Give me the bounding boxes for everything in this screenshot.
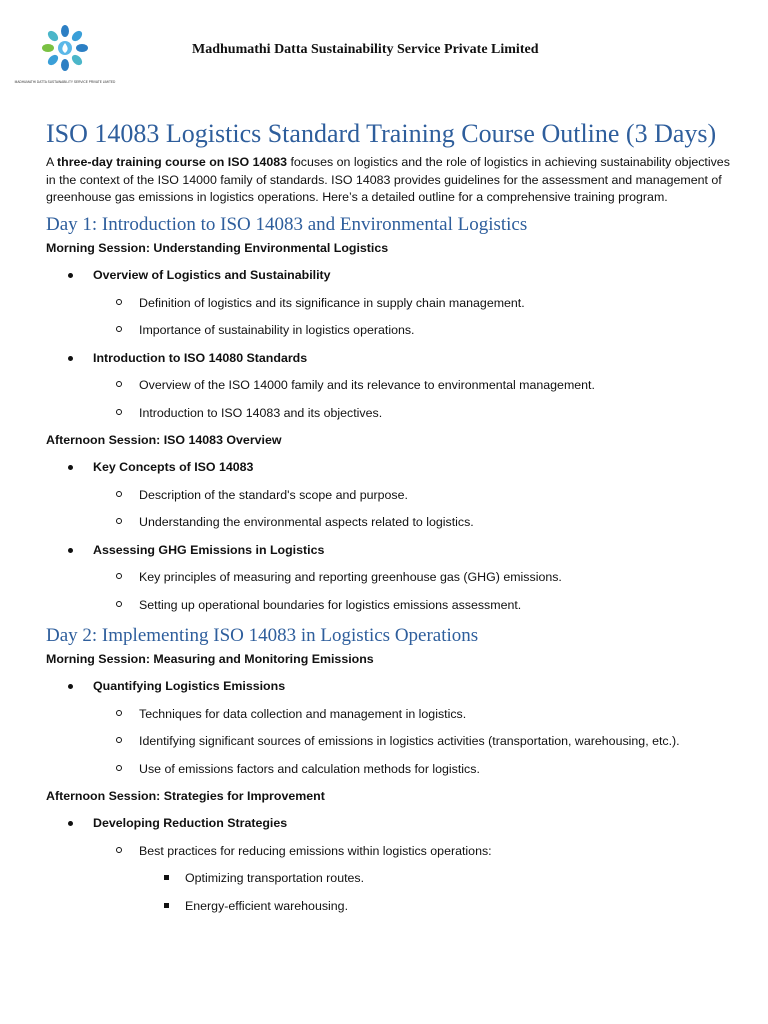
topic-item	[46, 677, 736, 778]
list-item	[46, 596, 736, 614]
list-item	[46, 842, 736, 915]
circle-bullet-icon	[116, 518, 122, 524]
bullet-icon	[68, 273, 73, 278]
circle-bullet-icon	[116, 765, 122, 771]
day1-morning-label: Morning Session: Understanding Environmental Logistics	[46, 240, 389, 255]
company-name: Madhumathi Datta Sustainability Service Private Limited	[192, 42, 539, 57]
topic-title: Overview of Logistics and Sustainability	[93, 268, 331, 282]
topic-title: Assessing GHG Emissions in Logistics	[93, 542, 325, 557]
bullet-icon	[68, 821, 73, 826]
day2-morning-label: Morning Session: Measuring and Monitoring Emissions	[46, 651, 374, 666]
circle-bullet-icon	[116, 409, 122, 415]
circle-bullet-icon	[116, 299, 122, 305]
circle-bullet-icon	[116, 573, 122, 579]
topic-item	[46, 458, 736, 531]
day1-morning-list	[46, 266, 736, 422]
list-item-text: Identifying significant sources of emissions in logistics activities (transportation, warehousing, etc.).	[139, 734, 680, 748]
list-item	[46, 568, 736, 586]
list-item-text: Techniques for data collection and management in logistics.	[139, 706, 467, 721]
circle-bullet-icon	[116, 710, 122, 716]
list-item-text: Description of the standard's scope and purpose.	[139, 487, 408, 502]
list-item-text: Importance of sustainability in logistics operations.	[139, 323, 415, 337]
page-header	[0, 0, 768, 96]
list-item	[46, 376, 736, 394]
bullet-icon	[68, 684, 73, 689]
list-item-text: Introduction to ISO 14083 and its objectives.	[139, 405, 383, 420]
intro-text-1: A	[46, 155, 58, 169]
list-item	[46, 486, 736, 504]
company-logo	[8, 24, 122, 86]
list-item-text: Understanding the environmental aspects related to logistics.	[139, 515, 474, 529]
topic-item	[46, 349, 736, 422]
circle-bullet-icon	[116, 491, 122, 497]
list-item-text: Definition of logistics and its significance in supply chain management.	[139, 295, 525, 310]
page-title: ISO 14083 Logistics Standard Training Course Outline (3 Days)	[46, 119, 717, 148]
list-item-text: Key principles of measuring and reporting greenhouse gas (GHG) emissions.	[139, 570, 562, 584]
list-item-text: Overview of the ISO 14000 family and its relevance to environmental management.	[139, 378, 595, 392]
day1-heading: Day 1: Introduction to ISO 14083 and Environmental Logistics	[46, 213, 528, 235]
topic-item	[46, 541, 736, 614]
list-item	[46, 321, 736, 339]
topic-item	[46, 266, 736, 339]
sub-list-item-text: Optimizing transportation routes.	[185, 871, 365, 885]
topic-title: Quantifying Logistics Emissions	[93, 679, 286, 693]
intro-paragraph	[46, 154, 736, 207]
topic-title: Key Concepts of ISO 14083	[93, 460, 254, 474]
square-bullet-icon	[164, 903, 169, 908]
day2-morning-list	[46, 677, 736, 778]
intro-bold: three-day training course on ISO 14083	[57, 155, 288, 169]
day2-afternoon-list	[46, 814, 736, 915]
sub-list-item	[46, 897, 736, 915]
list-item	[46, 513, 736, 531]
list-item	[46, 294, 736, 312]
circle-bullet-icon	[116, 381, 122, 387]
sub-list-item-text: Energy-efficient warehousing.	[185, 898, 349, 913]
circle-bullet-icon	[116, 601, 122, 607]
list-item	[46, 732, 736, 750]
day2-heading: Day 2: Implementing ISO 14083 in Logistics Operations	[46, 624, 479, 646]
topic-title: Developing Reduction Strategies	[93, 816, 288, 830]
intro-text-2: focuses on logistics and the role of logistics in achieving sustainability objectives in the context of the ISO 14000 family of standards. ISO 14083 provides guidelines for the assessment and management of greenhouse gas emissions in logistics operations. Here’s a detailed outline for a comprehensive training program.	[46, 155, 730, 204]
list-item	[46, 705, 736, 723]
day1-afternoon-label: Afternoon Session: ISO 14083 Overview	[46, 432, 282, 447]
topic-item	[46, 814, 736, 915]
day2-afternoon-label: Afternoon Session: Strategies for Improvement	[46, 788, 325, 803]
bullet-icon	[68, 548, 73, 553]
list-item-text: Setting up operational boundaries for logistics emissions assessment.	[139, 597, 522, 612]
circle-bullet-icon	[116, 326, 122, 332]
topic-title: Introduction to ISO 14080 Standards	[93, 350, 308, 365]
square-bullet-icon	[164, 875, 169, 880]
sub-list-item	[46, 869, 736, 887]
circle-bullet-icon	[116, 737, 122, 743]
list-item-text: Use of emissions factors and calculation methods for logistics.	[139, 761, 480, 776]
document-body	[46, 118, 736, 915]
list-item	[46, 760, 736, 778]
circle-bullet-icon	[116, 847, 122, 853]
bullet-icon	[68, 356, 73, 361]
bullet-icon	[68, 465, 73, 470]
logo-text: MADHUMATHI DATTA SUSTAINABILITY SERVICE PRIVATE LIMITED	[14, 80, 116, 84]
list-item	[46, 404, 736, 422]
day1-afternoon-list	[46, 458, 736, 614]
list-item-text: Best practices for reducing emissions within logistics operations:	[139, 843, 492, 858]
